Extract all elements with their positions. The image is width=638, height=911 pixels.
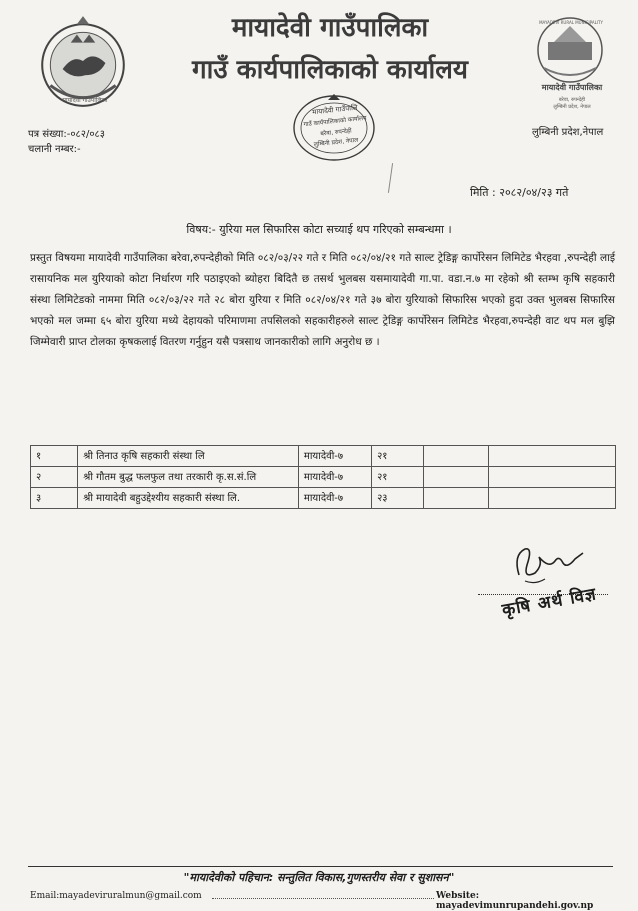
office-title-line1: मायादेवी गाउँपालिका	[231, 13, 429, 43]
row-address: मायादेवी-७	[298, 488, 371, 509]
province-label: लुम्बिनी प्रदेश,नेपाल	[532, 127, 604, 138]
right-emblem-name: मायादेवी गाउँपालिका	[541, 83, 603, 92]
row-sn: ३	[31, 488, 78, 509]
right-emblem-address1: बरेवा, रुपन्देही	[558, 97, 586, 103]
row-cooperative-name: श्री तिनाउ कृषि सहकारी संस्था लि	[78, 446, 299, 467]
table-row	[31, 446, 616, 467]
left-emblem-text: मायादेवी गाउँपालिका	[62, 97, 108, 104]
allocation-table	[30, 445, 616, 509]
row-empty-cell	[488, 446, 615, 467]
row-cooperative-name: श्री मायादेवी बहुउद्देश्यीय सहकारी संस्था लि.	[78, 488, 299, 509]
letter-date: मिति : २०८२/०४/२३ गते	[470, 186, 569, 199]
footer-dotted-line	[212, 898, 434, 899]
row-empty-cell	[424, 488, 489, 509]
row-cooperative-name: श्री गौतम बुद्ध फलफुल तथा तरकारी कृ.स.सं.लि	[78, 467, 299, 488]
row-sn: २	[31, 467, 78, 488]
signatory-title: कृषि अर्थ विज्ञ	[500, 584, 599, 621]
right-emblem-address2: लुम्बिनी प्रदेश, नेपाल	[553, 104, 591, 110]
office-title-line2: गाउँ कार्यपालिकाको कार्यालय	[192, 55, 468, 85]
row-empty-cell	[424, 467, 489, 488]
fold-mark	[388, 163, 393, 193]
reference-number: पत्र संख्या:-०८२/०८३	[28, 129, 105, 140]
right-emblem-top-text: MAYADEVI RURAL MUNICIPALITY	[539, 20, 603, 25]
row-quantity: २३	[372, 488, 424, 509]
dispatch-number: चलानी नम्बर:-	[28, 144, 81, 155]
table-row	[31, 467, 616, 488]
row-sn: १	[31, 446, 78, 467]
stamp-text-4: लुम्बिनी प्रदेश, नेपाल	[313, 136, 359, 149]
footer-email: Email:mayadeviruralmun@gmail.com	[30, 891, 202, 901]
stamp-text-3: बरेवा, रुपन्देही	[320, 127, 353, 138]
letter-body: प्रस्तुत विषयमा मायादेवी गाउँपालिका बरेवा,रुपन्देहीको मिति ०८२/०३/२२ गते र मिति ०८२/०४/२१ गते साल्ट ट्रेडिङ्ग कार्पोरेसन लिमिटेड भैरहवा ,रुपन्देही लाई रासायनिक मल युरियाको कोटा निर्धारण गरि पठाइएको ब्योहरा बिदितै छ तसर्थ भुलबस यसमायादेवी गा.पा. वडा.न.७ मा रहेको श्री स्तम्भ कृषि सहकारी संस्था लिमिटेडको नाममा मिति ०८२/०३/२२ गते २८ बोरा युरिया र मिति ०८२/०४/२१ गते ३७ बोरा युरियाको सिफारिस भएको हुदा उक्त भुलबस सिफारिस भएको मल जम्मा ६५ बोरा युरिया मध्ये देहायको परिमाणमा तपसिलको सहकारीहरुले साल्ट ट्रेडिङ्ग कार्पोरेसन लिमिटेड भैरहवा,रुपन्देही वाट थप मल बुझि जिम्मेवारी प्राप्त टोलका कृषकलाई वितरण गर्नुहुन यसै पत्रसाथ जानकारीको लागि अनुरोध छ ।	[30, 252, 615, 348]
row-address: मायादेवी-७	[298, 446, 371, 467]
footer-motto: "मायादेवीको पहिचान: सन्तुलित विकास,गुणस्तरीय सेवा र सुशासन"	[183, 871, 455, 884]
row-empty-cell	[488, 488, 615, 509]
stamp-text-1: मायादेवी गाउँपालि	[311, 103, 358, 117]
row-empty-cell	[424, 446, 489, 467]
row-quantity: २१	[372, 446, 424, 467]
row-quantity: २१	[372, 467, 424, 488]
row-address: मायादेवी-७	[298, 467, 371, 488]
stamp-text-2: गाउँ कार्यपालिकाको कार्यालय	[303, 114, 367, 129]
letter-subject: विषय:- युरिया मल सिफारिस कोटा सच्याई थप गरिएको सम्बन्धमा ।	[186, 223, 452, 236]
footer-divider	[28, 866, 613, 867]
row-empty-cell	[488, 467, 615, 488]
footer-website: Website: mayadevimunrupandehi.gov.np	[436, 891, 594, 911]
table-row	[31, 488, 616, 509]
